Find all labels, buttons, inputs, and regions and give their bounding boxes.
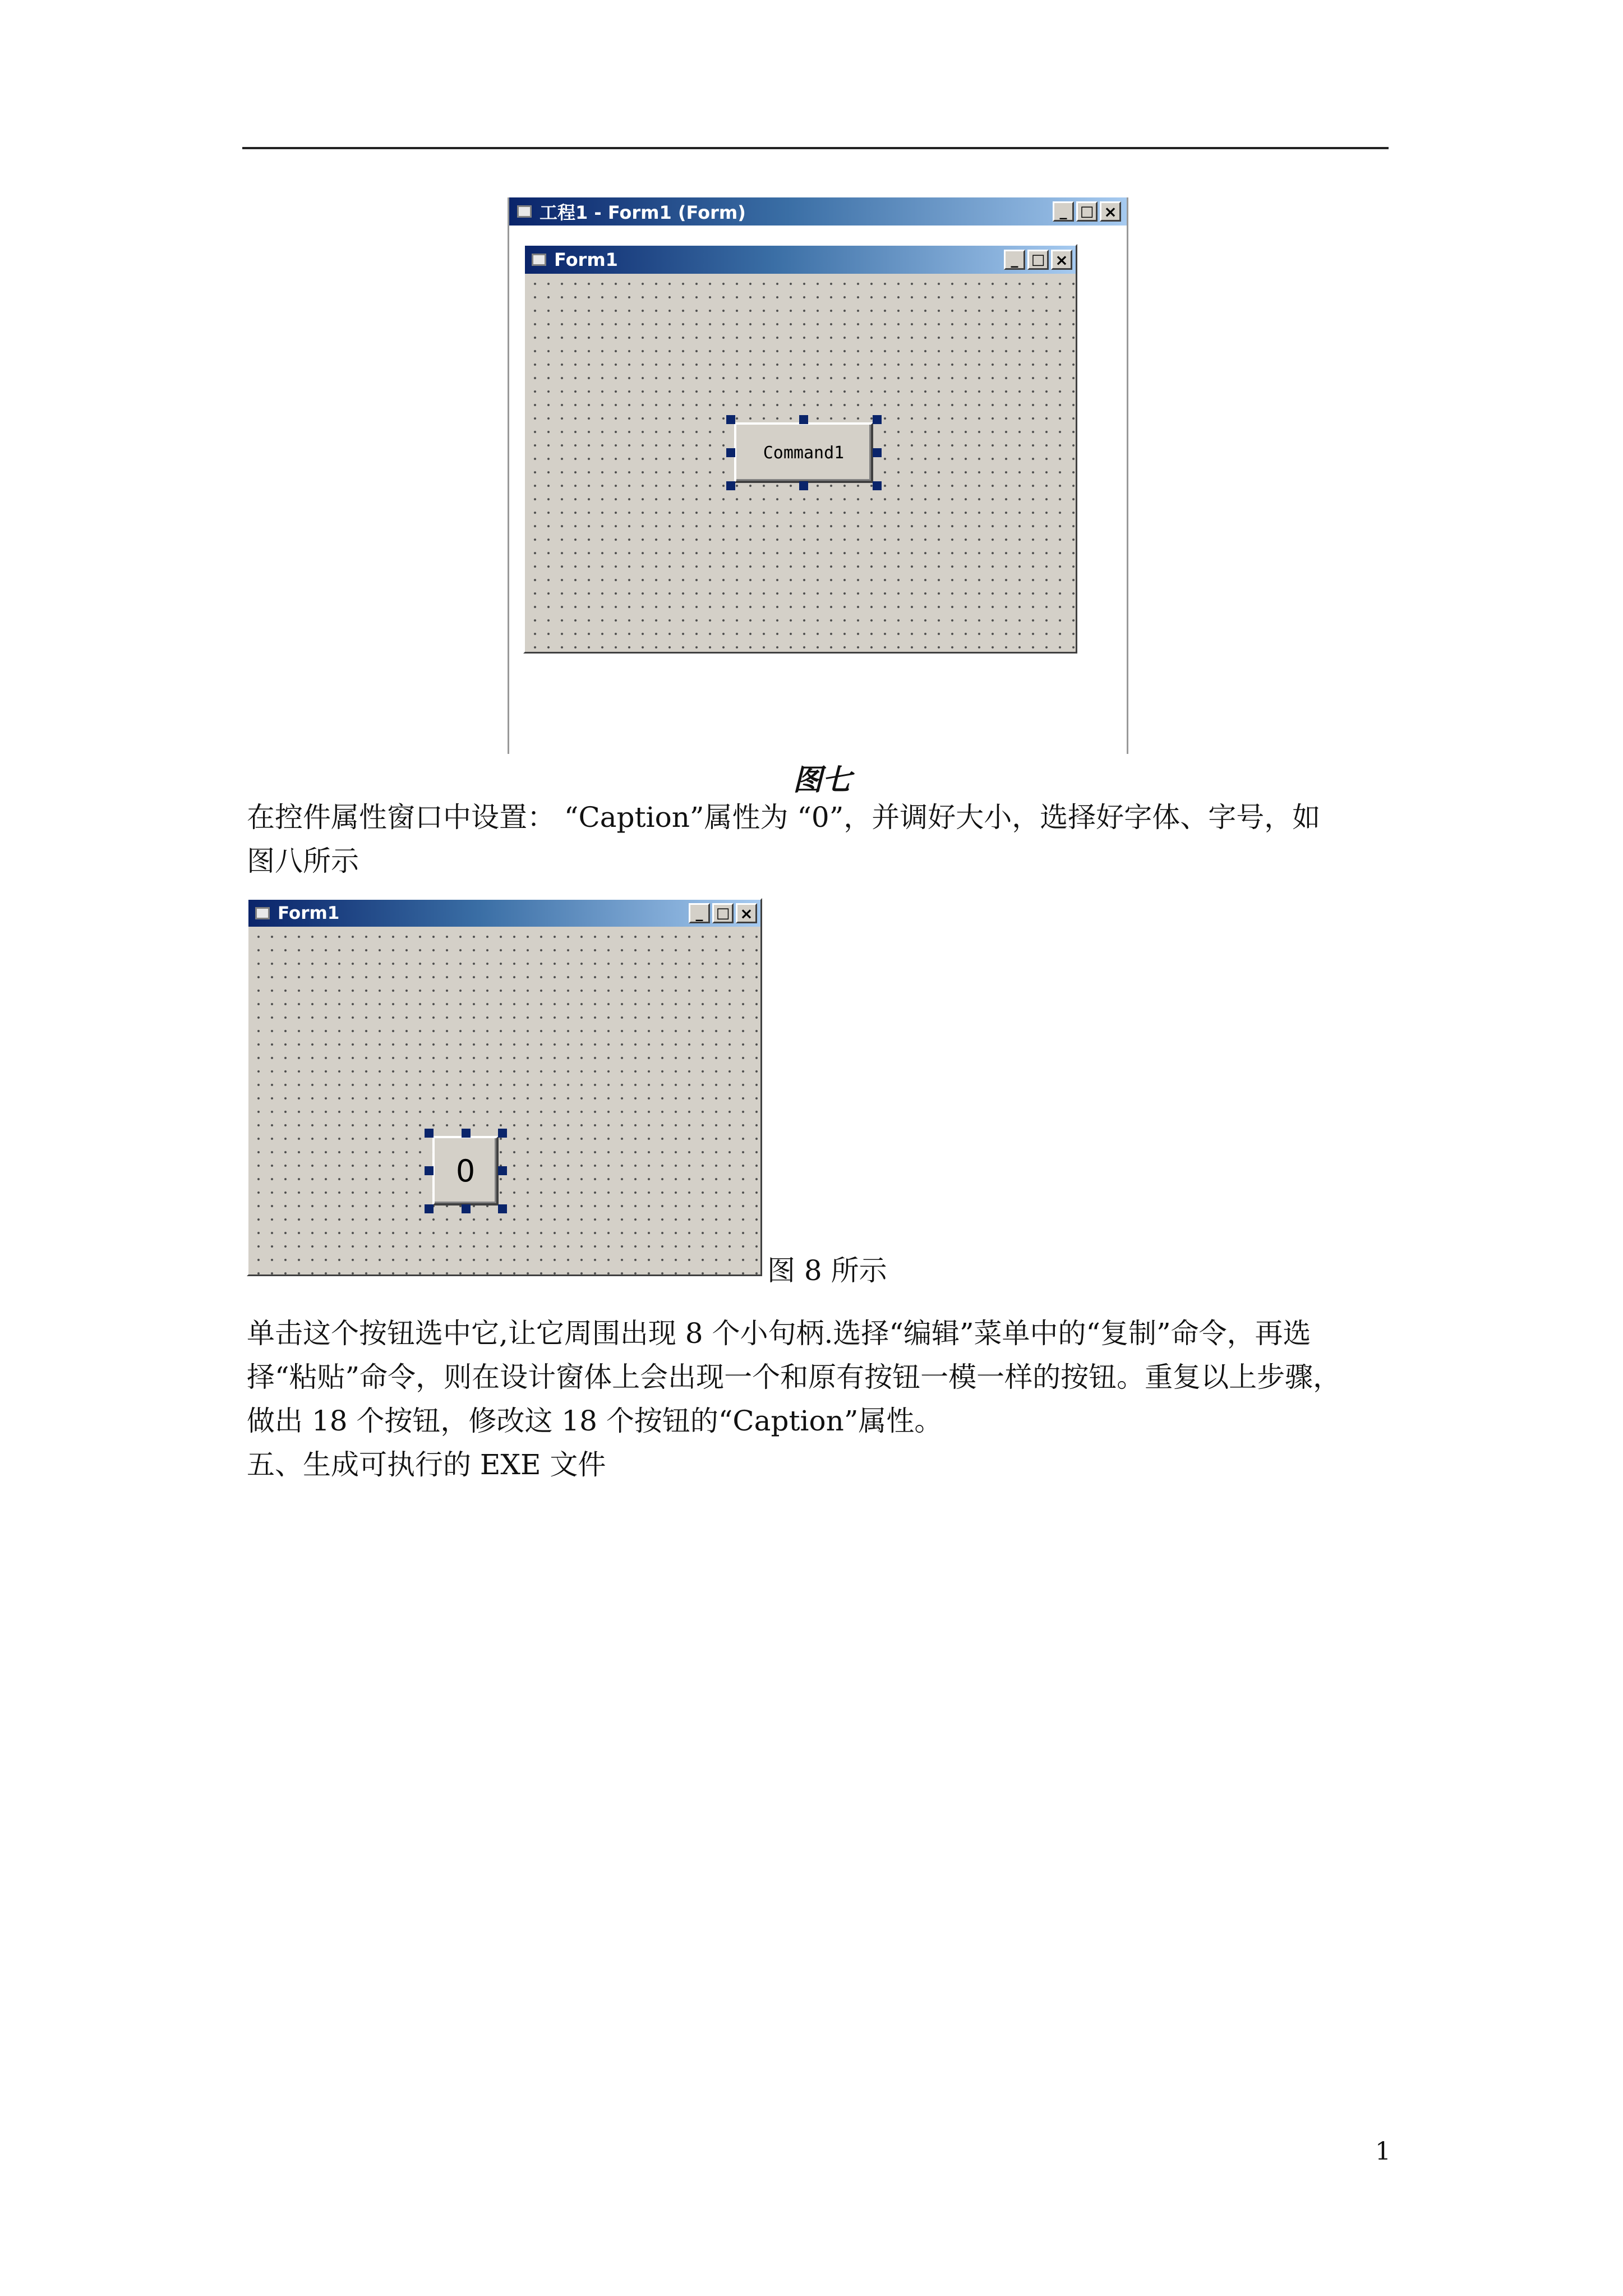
section-heading: 五、生成可执行的 EXE 文件 xyxy=(247,1448,606,1481)
maximize-button[interactable]: □ xyxy=(1076,201,1098,222)
minimize-button[interactable]: _ xyxy=(1053,201,1074,222)
selection-handle[interactable] xyxy=(873,415,882,424)
paragraph-2-line-3: 做出 18 个按钮，修改这 18 个按钮的“Caption”属性。 xyxy=(247,1405,943,1437)
form1-title: Form1 xyxy=(554,249,618,270)
project-window-title: 工程1 - Form1 (Form) xyxy=(540,202,746,223)
form1-titlebar[interactable] xyxy=(525,246,1076,274)
selection-handle[interactable] xyxy=(873,448,882,457)
form1-titlebar[interactable] xyxy=(248,900,760,927)
zero-button-caption: 0 xyxy=(455,1153,476,1189)
paragraph-2-line-2: 择“粘贴”命令，则在设计窗体上会出现一个和原有按钮一模一样的按钮。重复以上步骤， xyxy=(247,1361,1341,1393)
minimize-button[interactable]: _ xyxy=(689,903,710,923)
selection-handle[interactable] xyxy=(726,448,735,457)
paragraph-1-line-2: 图八所示 xyxy=(247,845,359,877)
header-rule xyxy=(242,147,1389,149)
project-window-titlebar[interactable] xyxy=(509,197,1127,226)
selection-handle[interactable] xyxy=(498,1129,507,1138)
paragraph-2-line-1: 单击这个按钮选中它,让它周围出现 8 个小句柄.选择“编辑”菜单中的“复制”命令，再选 xyxy=(247,1317,1311,1350)
command1-caption: Command1 xyxy=(763,443,845,463)
selection-handle[interactable] xyxy=(726,481,735,490)
selection-handle[interactable] xyxy=(462,1204,471,1213)
form-design-grid[interactable] xyxy=(525,274,1076,652)
figure-7-caption: 图七 xyxy=(793,763,852,797)
form-icon xyxy=(255,907,270,919)
window-icon xyxy=(517,205,532,218)
form1-title: Form1 xyxy=(278,903,340,923)
close-button[interactable]: × xyxy=(1100,201,1121,222)
selection-handle[interactable] xyxy=(425,1204,434,1213)
selection-handle[interactable] xyxy=(498,1204,507,1213)
form-icon xyxy=(532,254,546,266)
close-button[interactable]: × xyxy=(736,903,757,923)
minimize-button[interactable]: _ xyxy=(1004,250,1025,270)
maximize-button[interactable]: □ xyxy=(712,903,734,923)
selection-handle[interactable] xyxy=(799,415,808,424)
zero-button[interactable] xyxy=(432,1136,499,1205)
close-button[interactable]: × xyxy=(1051,250,1072,270)
selection-handle[interactable] xyxy=(799,481,808,490)
maximize-button[interactable]: □ xyxy=(1027,250,1049,270)
selection-handle[interactable] xyxy=(425,1129,434,1138)
figure-7 xyxy=(508,197,1128,754)
selection-handle[interactable] xyxy=(726,415,735,424)
paragraph-1-line-1: 在控件属性窗口中设置： “Caption”属性为 “0”，并调好大小，选择好字体、字号，如 xyxy=(247,801,1321,834)
selection-handle[interactable] xyxy=(498,1166,507,1175)
figure-8-caption: 图 8 所示 xyxy=(767,1254,887,1287)
selection-handle[interactable] xyxy=(462,1129,471,1138)
form1-window[interactable] xyxy=(523,244,1077,654)
selection-handle[interactable] xyxy=(425,1166,434,1175)
figure-8-form1-window[interactable] xyxy=(247,898,762,1276)
form-design-grid[interactable] xyxy=(248,927,760,1274)
command1-button[interactable] xyxy=(734,422,873,483)
page-number: 1 xyxy=(1375,2137,1391,2166)
selection-handle[interactable] xyxy=(873,481,882,490)
